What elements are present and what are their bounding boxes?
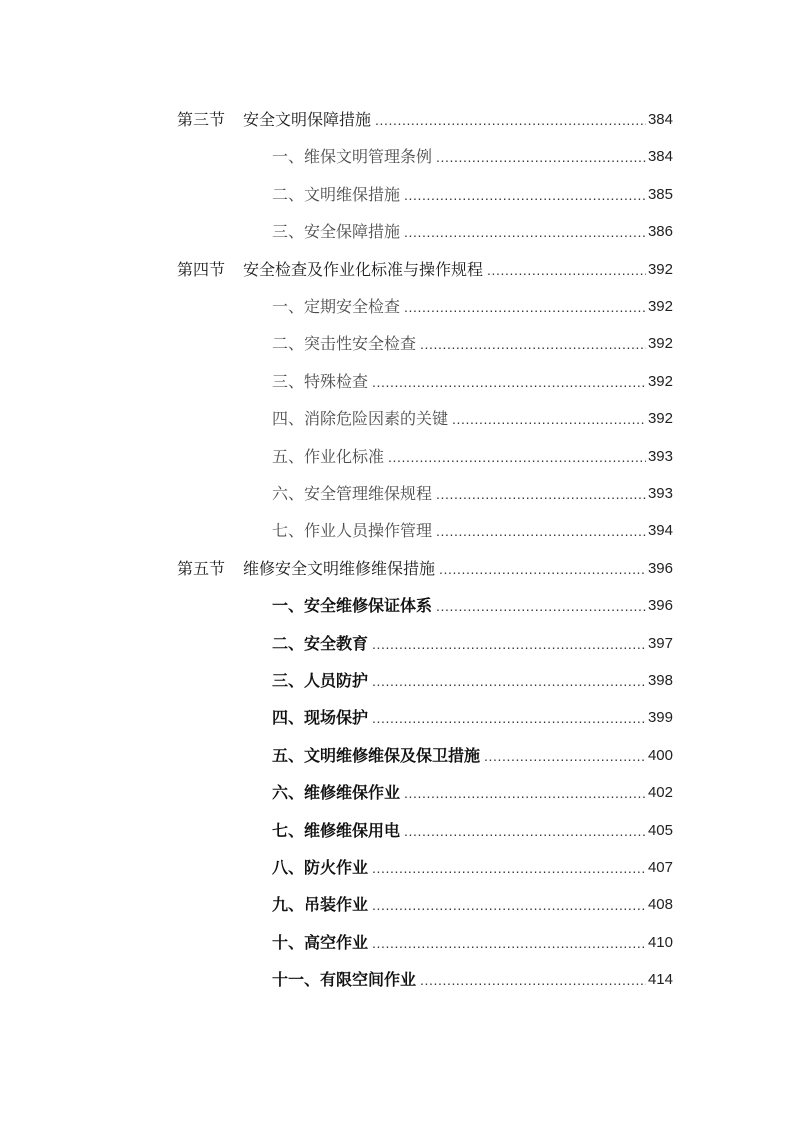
toc-dot-leader <box>372 855 646 881</box>
toc-dot-leader <box>404 294 646 320</box>
toc-entry-text: 七、维修维保用电 <box>272 821 401 840</box>
toc-entry-text: 三、特殊检查 <box>272 372 369 391</box>
toc-entry-title <box>272 892 368 918</box>
toc-subsection-entry[interactable] <box>272 892 673 918</box>
toc-entry-title <box>272 668 368 694</box>
toc-subsection-entry[interactable] <box>272 481 673 507</box>
toc-subsection-entry[interactable] <box>272 631 673 657</box>
toc-dot-leader <box>452 406 646 432</box>
toc-entry-title <box>272 518 432 544</box>
toc-entry-title <box>272 406 448 432</box>
toc-page-number: 384 <box>647 148 673 165</box>
toc-page-number: 400 <box>647 747 673 764</box>
toc-subsection-entry[interactable] <box>272 743 673 769</box>
toc-subsection-entry[interactable] <box>272 668 673 694</box>
toc-entry-title <box>272 743 480 769</box>
toc-page-number: 408 <box>647 896 673 913</box>
toc-entry-title <box>272 294 400 320</box>
toc-dot-leader <box>420 967 646 993</box>
toc-page-number: 410 <box>647 934 673 951</box>
toc-dot-leader <box>372 369 646 395</box>
toc-subsection-entry[interactable] <box>272 219 673 245</box>
toc-dot-leader <box>372 705 646 731</box>
toc-page-number: 396 <box>647 560 673 577</box>
toc-entry-text: 十一、有限空间作业 <box>272 970 417 989</box>
toc-dot-leader <box>484 743 646 769</box>
toc-entry-text: 二、文明维保措施 <box>272 185 401 204</box>
toc-page-number: 392 <box>647 410 673 427</box>
toc-dot-leader <box>404 818 646 844</box>
toc-page-number: 392 <box>647 261 673 278</box>
toc-entry-text: 六、安全管理维保规程 <box>272 484 433 503</box>
toc-dot-leader <box>404 780 646 806</box>
toc-page-number: 392 <box>647 335 673 352</box>
toc-entry-text: 一、定期安全检查 <box>272 297 401 316</box>
toc-entry-title <box>272 182 400 208</box>
toc-entry-title <box>177 257 483 283</box>
toc-entry-title <box>272 705 368 731</box>
toc-page-number: 402 <box>647 784 673 801</box>
toc-page-number: 405 <box>647 822 673 839</box>
toc-entry-title <box>272 481 432 507</box>
toc-page-number: 398 <box>647 672 673 689</box>
toc-section-entry[interactable] <box>177 257 673 283</box>
toc-entry-title <box>177 556 435 582</box>
toc-dot-leader <box>436 481 646 507</box>
toc-entry-title <box>272 780 400 806</box>
toc-section-number: 第四节 <box>177 260 226 279</box>
toc-section-entry[interactable] <box>177 556 673 582</box>
toc-subsection-entry[interactable] <box>272 369 673 395</box>
toc-entry-text: 二、突击性安全检查 <box>272 334 417 353</box>
toc-entry-title <box>272 144 432 170</box>
toc-subsection-entry[interactable] <box>272 182 673 208</box>
toc-page-number: 384 <box>647 111 673 128</box>
toc-entry-title <box>272 967 416 993</box>
toc-subsection-entry[interactable] <box>272 144 673 170</box>
toc-page-number: 407 <box>647 859 673 876</box>
toc-entry-text: 十、高空作业 <box>272 933 369 952</box>
toc-page-number: 414 <box>647 971 673 988</box>
toc-entry-title <box>272 219 400 245</box>
toc-page-number: 396 <box>647 597 673 614</box>
toc-page-number: 393 <box>647 485 673 502</box>
toc-section-number: 第五节 <box>177 559 226 578</box>
toc-page-number: 386 <box>647 223 673 240</box>
toc-entry-title <box>272 818 400 844</box>
toc-entry-text: 四、消除危险因素的关键 <box>272 409 449 428</box>
toc-entry-text: 一、安全维修保证体系 <box>272 596 433 615</box>
toc-page-number: 393 <box>647 448 673 465</box>
toc-entry-title <box>272 331 416 357</box>
toc-entry-text: 安全检查及作业化标准与操作规程 <box>243 260 484 279</box>
toc-subsection-entry[interactable] <box>272 818 673 844</box>
toc-page-number: 397 <box>647 635 673 652</box>
toc-page-number: 392 <box>647 373 673 390</box>
toc-subsection-entry[interactable] <box>272 967 673 993</box>
toc-entry-text: 七、作业人员操作管理 <box>272 521 433 540</box>
toc-dot-leader <box>404 219 646 245</box>
toc-subsection-entry[interactable] <box>272 294 673 320</box>
toc-entry-title <box>177 107 371 133</box>
toc-entry-text: 二、安全教育 <box>272 634 369 653</box>
toc-entry-text: 六、维修维保作业 <box>272 783 401 802</box>
toc-subsection-entry[interactable] <box>272 331 673 357</box>
toc-page-number: 385 <box>647 186 673 203</box>
toc-dot-leader <box>420 331 646 357</box>
toc-entry-text: 四、现场保护 <box>272 708 369 727</box>
toc-dot-leader <box>436 518 646 544</box>
toc-entry-text: 安全文明保障措施 <box>243 110 372 129</box>
toc-entry-text: 维修安全文明维修维保措施 <box>243 559 436 578</box>
toc-dot-leader <box>487 257 646 283</box>
toc-entry-text: 五、作业化标准 <box>272 447 385 466</box>
toc-dot-leader <box>436 593 646 619</box>
toc-entry-text: 五、文明维修维保及保卫措施 <box>272 746 481 765</box>
toc-subsection-entry[interactable] <box>272 406 673 432</box>
toc-dot-leader <box>372 668 646 694</box>
toc-dot-leader <box>439 556 646 582</box>
toc-dot-leader <box>375 107 646 133</box>
toc-section-number: 第三节 <box>177 110 226 129</box>
toc-subsection-entry[interactable] <box>272 705 673 731</box>
toc-entry-text: 八、防火作业 <box>272 858 369 877</box>
toc-subsection-entry[interactable] <box>272 855 673 881</box>
toc-page-number: 392 <box>647 298 673 315</box>
toc-entry-title <box>272 444 384 470</box>
toc-entry-title <box>272 855 368 881</box>
toc-entry-title <box>272 593 432 619</box>
toc-entry-title <box>272 369 368 395</box>
toc-subsection-entry[interactable] <box>272 518 673 544</box>
toc-subsection-entry[interactable] <box>272 444 673 470</box>
toc-entry-text: 一、维保文明管理条例 <box>272 147 433 166</box>
toc-dot-leader <box>436 144 646 170</box>
toc-entry-text: 三、安全保障措施 <box>272 222 401 241</box>
toc-dot-leader <box>372 631 646 657</box>
toc-dot-leader <box>404 182 646 208</box>
toc-dot-leader <box>372 930 646 956</box>
toc-section-entry[interactable] <box>177 107 673 133</box>
toc-subsection-entry[interactable] <box>272 930 673 956</box>
toc-page-number: 394 <box>647 522 673 539</box>
toc-entry-title <box>272 930 368 956</box>
toc-subsection-entry[interactable] <box>272 780 673 806</box>
toc-subsection-entry[interactable] <box>272 593 673 619</box>
toc-entry-text: 三、人员防护 <box>272 671 369 690</box>
toc-dot-leader <box>388 444 646 470</box>
toc-dot-leader <box>372 892 646 918</box>
toc-entry-text: 九、吊装作业 <box>272 895 369 914</box>
toc-entry-title <box>272 631 368 657</box>
toc-page-number: 399 <box>647 709 673 726</box>
